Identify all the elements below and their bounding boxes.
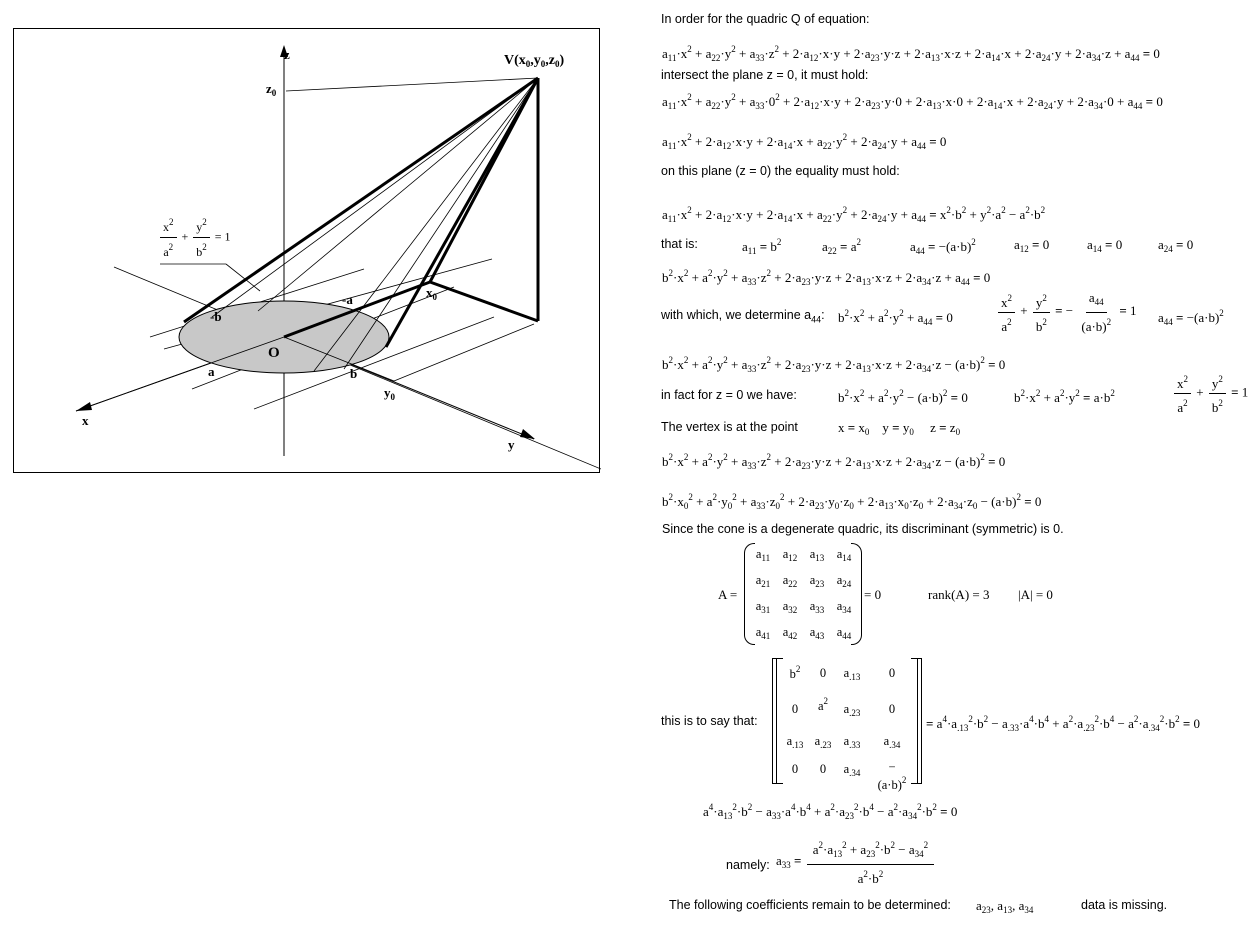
determine-text: with which, we determine $a_{44}$:	[661, 308, 825, 325]
equality-equation: $a_{11}\cdot x^2 + 2\cdot a_{12}\cdot x\cdot y + 2\cdot a_{14}\cdot x + a_{22}\cdot y^2 + 2\cdot a_{24}\cdot y + a_{44} = x^2\cdot b^2 + y^2\cdot a^2 - a^2\cdot b^2$	[662, 205, 1046, 224]
cone-equation-2: $b^2\cdot x^2 + a^2\cdot y^2 + a_{33}\cdot z^2 + 2\cdot a_{23}\cdot y\cdot z + 2\cdot a_{13}\cdot x\cdot z + 2\cdot a_{34}\cdot z - (a\cdot b)^2 = 0$	[662, 355, 1006, 374]
z0-check-1: $b^2\cdot x^2 + a^2\cdot y^2 - (a\cdot b)^2 = 0$	[838, 388, 968, 405]
a44-result: $a_{44} = -(a\cdot b)^2$	[1158, 308, 1224, 327]
y-axis-label: y	[508, 437, 515, 452]
that-is-text: that is:	[661, 237, 698, 251]
cone-equation-3: $b^2\cdot x^2 + a^2\cdot y^2 + a_{33}\cdot z^2 + 2\cdot a_{23}\cdot y\cdot z + 2\cdot a_{13}\cdot x\cdot z + 2\cdot a_{34}\cdot z - (a\cdot b)^2 = 0$	[662, 452, 1006, 471]
cone-equation-1: $b^2\cdot x^2 + a^2\cdot y^2 + a_{33}\cdot z^2 + 2\cdot a_{23}\cdot y\cdot z + 2\cdot a_{13}\cdot x\cdot z + 2\cdot a_{34}\cdot z + a_{44} = 0$	[662, 268, 991, 287]
vertex-label: $V(x_0,y_0,z_0)$	[504, 53, 565, 69]
origin-label: O	[268, 345, 280, 361]
equation-reduced: $a_{11}\cdot x^2 + 2\cdot a_{12}\cdot x\cdot y + 2\cdot a_{14}\cdot x + a_{22}\cdot y^2 + 2\cdot a_{24}\cdot y + a_{44} = 0$	[662, 132, 947, 151]
matrix-a-eq: = 0	[864, 587, 882, 602]
coeff-a24: $a_{24} = 0$	[1158, 237, 1194, 254]
intersect-text: intersect the plane z = 0, it must hold:	[661, 68, 869, 82]
missing-text: data is missing.	[1081, 898, 1168, 912]
intro-text: In order for the quadric Q of equation:	[661, 12, 870, 26]
a33-formula: $a_{33}$ = $\frac{a^2\cdot a_{13}^2 + a_{23}^2\cdot b^2 - a_{34}^2}{a^2\cdot b^2}$	[776, 838, 936, 886]
a44-equation: $b^2\cdot x^2 + a^2\cdot y^2 + a_{44} = 0$	[838, 308, 953, 327]
remaining-coeffs: $a_{23}$, $a_{13}$, $a_{34}$	[976, 898, 1034, 915]
equation-z0: $a_{11}\cdot x^2 + a_{22}\cdot y^2 + a_{33}\cdot 0^2 + 2\cdot a_{12}\cdot x\cdot y + 2\cdot a_{23}\cdot y\cdot 0 + 2\cdot a_{13}\cdot x\cdot 0 + 2\cdot a_{14}\cdot x + 2\cdot a_{24}\cdot y + 2\cdot a_{34}\cdot 0 + a_{44} = 0$	[662, 92, 1163, 111]
vertex-coords: $x = x_0$ $y = y_0$ $z = z_0$	[838, 420, 961, 437]
degenerate-text: Since the cone is a degenerate quadric, its discriminant (symmetric) is 0.	[662, 522, 1064, 536]
coeff-a22: $a_{22} = a^2$	[822, 237, 861, 256]
z-axis-label: z	[284, 47, 290, 62]
cone-edge-left	[184, 78, 538, 322]
vertex-text: The vertex is at the point	[661, 420, 798, 434]
quadric-equation: $a_{11}\cdot x^2 + a_{22}\cdot y^2 + a_{33}\cdot z^2 + 2\cdot a_{12}\cdot x\cdot y + 2\cdot a_{23}\cdot y\cdot z + 2\cdot a_{13}\cdot x\cdot z + 2\cdot a_{14}\cdot x + 2\cdot a_{24}\cdot y + 2\cdot a_{34}\cdot z + a_{44} = 0$	[662, 44, 1160, 63]
a-label: a	[208, 364, 215, 379]
matrix-a: $a_{11}$ $a_{12}$ $a_{13}$ $a_{14}$ $a_{21}$ $a_{22}$ $a_{23}$ $a_{24}$ $a_{31}$ $a_{32}$ $a_{33}$ $a_{34}$ $a_{41}$ $a_{42}$ $a_{43}$ $a_{44}$	[744, 543, 862, 645]
remaining-text: The following coefficients remain to be determined:	[669, 898, 951, 912]
x-axis-label: x	[82, 413, 89, 428]
coeff-a11: $a_{11} = b^2$	[742, 237, 782, 256]
plane-text: on this plane (z = 0) the equality must hold:	[661, 164, 900, 178]
this-is-text: this is to say that:	[661, 714, 758, 728]
z0-check-3: $\frac{x^2}{a^2}$ + $\frac{y^2}{b^2}$ = 1	[1172, 372, 1248, 415]
coeff-a14: $a_{14} = 0$	[1087, 237, 1123, 254]
z0-label: $z_0$	[266, 81, 277, 98]
coeff-a12: $a_{12} = 0$	[1014, 237, 1050, 254]
in-fact-text: in fact for z = 0 we have:	[661, 388, 797, 402]
minus-b-label: -b	[210, 309, 222, 324]
a44-fraction-eq: $\frac{x^2}{a^2}$ + $\frac{y^2}{b^2}$ = − $\frac{a_{44}}{(a\cdot b)^2}$ = 1	[996, 290, 1137, 334]
rank-text: rank(A) = 3	[928, 587, 990, 602]
vertex-substitution: $b^2\cdot x_0^2 + a^2\cdot y_0^2 + a_{33}\cdot z_0^2 + 2\cdot a_{23}\cdot y_0\cdot z_0 + 2\cdot a_{13}\cdot x_0\cdot z_0 + 2\cdot a_{34}\cdot z_0 - (a\cdot b)^2 = 0$	[662, 492, 1042, 511]
namely-text: namely:	[726, 858, 770, 872]
b-label: b	[350, 366, 358, 381]
minus-a-label: -a	[342, 292, 353, 307]
determinant-result: = $a^4\cdot a_{.13}^2\cdot b^2 - a_{.33}\cdot a^4\cdot b^4 + a^2\cdot a_{.23}^2\cdot b^4 - a^2\cdot a_{.34}^2\cdot b^2 = 0$	[926, 714, 1201, 733]
determinant-matrix: $b^2$ 0 $a_{.13}$ 0 0 $a^2$ $a_{.23}$ 0 $a_{.13}$ $a_{.23}$ $a_{.33}$ $a_{.34}$ 0 0 $a_{.34}$ $-(a\cdot b)^2$	[772, 658, 922, 784]
coeff-a44: $a_{44} = -(a\cdot b)^2$	[910, 237, 976, 256]
determinant-equation: $a^4\cdot a_{13}^2\cdot b^2 - a_{33}\cdot a^4\cdot b^4 + a^2\cdot a_{23}^2\cdot b^4 - a^2\cdot a_{34}^2\cdot b^2 = 0$	[703, 802, 958, 821]
cone-diagram	[14, 29, 601, 474]
x0-label: $x_0$	[426, 285, 437, 302]
det-text: |A| = 0	[1018, 587, 1053, 602]
z0-check-2: $b^2\cdot x^2 + a^2\cdot y^2 = a\cdot b^2$	[1014, 388, 1115, 405]
cone-figure	[13, 28, 600, 473]
matrix-a-label: A =	[718, 587, 738, 602]
ellipse-equation: $\frac{x^2}{a^2}$ + $\frac{y^2}{b^2}$ = 1	[158, 215, 231, 260]
y0-label: $y_0$	[384, 385, 395, 402]
y-axis-arrow	[520, 429, 535, 439]
